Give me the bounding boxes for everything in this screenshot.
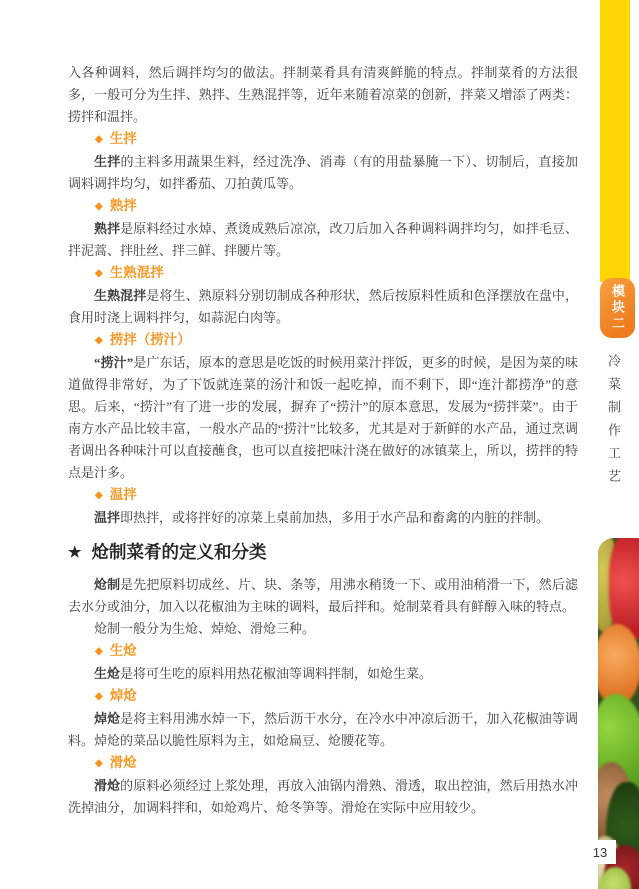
paragraph-chaoqiang	[68, 708, 578, 752]
intro-paragraph: 入各种调料，然后调拌均匀的做法。拌制菜肴具有清爽鲜脆的特点。拌制菜肴的方法很多，一般可分为生拌、熟拌、生熟混拌等，近年来随着凉菜的创新，拌菜又增添了两类：捞拌和温拌。	[68, 65, 578, 124]
section-heading-label: 生炝	[109, 643, 137, 658]
section-heading-label: 生熟混拌	[109, 265, 164, 280]
paragraph-laoban	[68, 352, 578, 484]
section-heading-label: 温拌	[109, 487, 137, 502]
paragraph-lead: 熟拌	[94, 221, 121, 236]
paragraph-lead: 炝制	[94, 577, 121, 592]
paragraph-text: 是广东话，原本的意思是吃饭的时候用菜汁拌饭，更多的时候，是因为菜的味道做得非常好，为了下饭就连菜的汤汁和饭一起吃掉，而不剩下，即“连汁都捞净”的意思。后来，“捞汁”有了进一步的发展，摒弃了“捞汁”的原本意思，发展为“捞拌菜”。由于南方水产品比较丰富，一般水产品的“捞汁”比较多，尤其是对于新鲜的水产品，通过烹调者调出各种味汁可以直接蘸食，也可以直接把味汁浇在做好的冰镇菜上，所以，捞拌的特点是汁多。	[68, 355, 578, 480]
paragraph-lead: 生拌	[94, 154, 121, 169]
paragraph-text: 的原料必须经过上浆处理，再放入油锅内滑熟、滑透，取出控油，然后用热水冲洗掉油分，加调料拌和，如炝鸡片、炝冬笋等。滑炝在实际中应用较少。	[68, 778, 578, 815]
paragraph-lead: 生炝	[94, 666, 121, 681]
paragraph-wenban	[68, 507, 578, 529]
paragraph-huaqiang	[68, 775, 578, 819]
section-heading-chaoqiang	[68, 685, 578, 708]
diamond-bullet-icon: ◆	[95, 201, 103, 212]
diamond-bullet-icon: ◆	[95, 691, 103, 702]
paragraph-lead: 焯炝	[94, 711, 121, 726]
paragraph-text: 是将可生吃的原料用热花椒油等调料拌制，如炝生菜。	[120, 666, 433, 681]
paragraph-text: 是先把原料切成丝、片、块、条等，用沸水稍烫一下、或用油稍滑一下，然后滤去水分或油分，加入以花椒油为主味的调料，最后拌和。炝制菜肴具有鲜醇入味的特点。	[68, 577, 578, 614]
module-tab	[600, 278, 635, 338]
chapter-section-heading-label: 炝制菜肴的定义和分类	[91, 542, 267, 562]
paragraph-shengshuhunban	[68, 285, 578, 329]
section-heading-laoban	[68, 329, 578, 352]
paragraph-shengban	[68, 151, 578, 195]
diamond-bullet-icon: ◆	[95, 490, 103, 501]
paragraph-lead: 滑炝	[94, 778, 121, 793]
diamond-bullet-icon: ◆	[95, 335, 103, 346]
chapter-section-heading	[68, 539, 578, 566]
section-heading-label: 生拌	[109, 131, 137, 146]
paragraph-lead: 温拌	[94, 510, 121, 525]
paragraph-shuban	[68, 218, 578, 262]
section-heading-shengshuhunban	[68, 262, 578, 285]
section-heading-wenban	[68, 484, 578, 507]
diamond-bullet-icon: ◆	[95, 646, 103, 657]
section-heading-huaqiang	[68, 752, 578, 775]
module-tab-label: 模块二	[610, 284, 625, 332]
paragraph-shengqiang	[68, 663, 578, 685]
chapter-vertical-title: 冷菜制作工艺	[606, 354, 621, 492]
paragraph-text: 是将生、熟原料分别切制成各种形状，然后按原料性质和色泽摆放在盘中，食用时浇上调料拌匀，如蒜泥白肉等。	[68, 288, 578, 325]
diamond-bullet-icon: ◆	[95, 758, 103, 769]
vegetables-photo	[598, 538, 639, 889]
paragraph-lead: 生熟混拌	[94, 288, 147, 303]
page-number: 13	[584, 840, 616, 864]
section-heading-label: 焯炝	[109, 688, 137, 703]
section-heading-shuban	[68, 195, 578, 218]
paragraph-text: 的主料多用蔬果生料，经过洗净、消毒（有的用盐暴腌一下）、切制后，直接加调料调拌均匀，如拌番茄、刀拍黄瓜等。	[68, 154, 578, 191]
section-heading-label: 捞拌（捞汁）	[109, 332, 191, 347]
section-heading-label: 熟拌	[109, 198, 137, 213]
paragraph-qiang-types: 炝制一般分为生炝、焯炝、滑炝三种。	[94, 621, 316, 636]
section-heading-shengban	[68, 128, 578, 151]
diamond-bullet-icon: ◆	[95, 268, 103, 279]
star-icon: ★	[68, 544, 82, 561]
paragraph-lead: “捞汁”	[94, 355, 134, 370]
paragraph-text: 即热拌，或将拌好的凉菜上桌前加热，多用于水产品和畜禽的内脏的拌制。	[120, 510, 550, 525]
paragraph-text: 是原料经过水焯、煮烫成熟后凉凉，改刀后加入各种调料调拌均匀，如拌毛豆、拌泥蒿、拌肚丝、拌三鲜、拌腰片等。	[68, 221, 578, 258]
section-heading-label: 滑炝	[109, 755, 137, 770]
paragraph-text: 是将主料用沸水焯一下，然后沥干水分，在冷水中冲凉后沥干，加入花椒油等调料。焯炝的菜品以脆性原料为主，如炝扁豆、炝腰花等。	[68, 711, 578, 748]
diamond-bullet-icon: ◆	[95, 134, 103, 145]
sidebar-yellow-bar	[600, 0, 630, 282]
main-text-column	[68, 62, 578, 819]
section-heading-shengqiang	[68, 640, 578, 663]
paragraph-qiangzhi	[68, 574, 578, 618]
